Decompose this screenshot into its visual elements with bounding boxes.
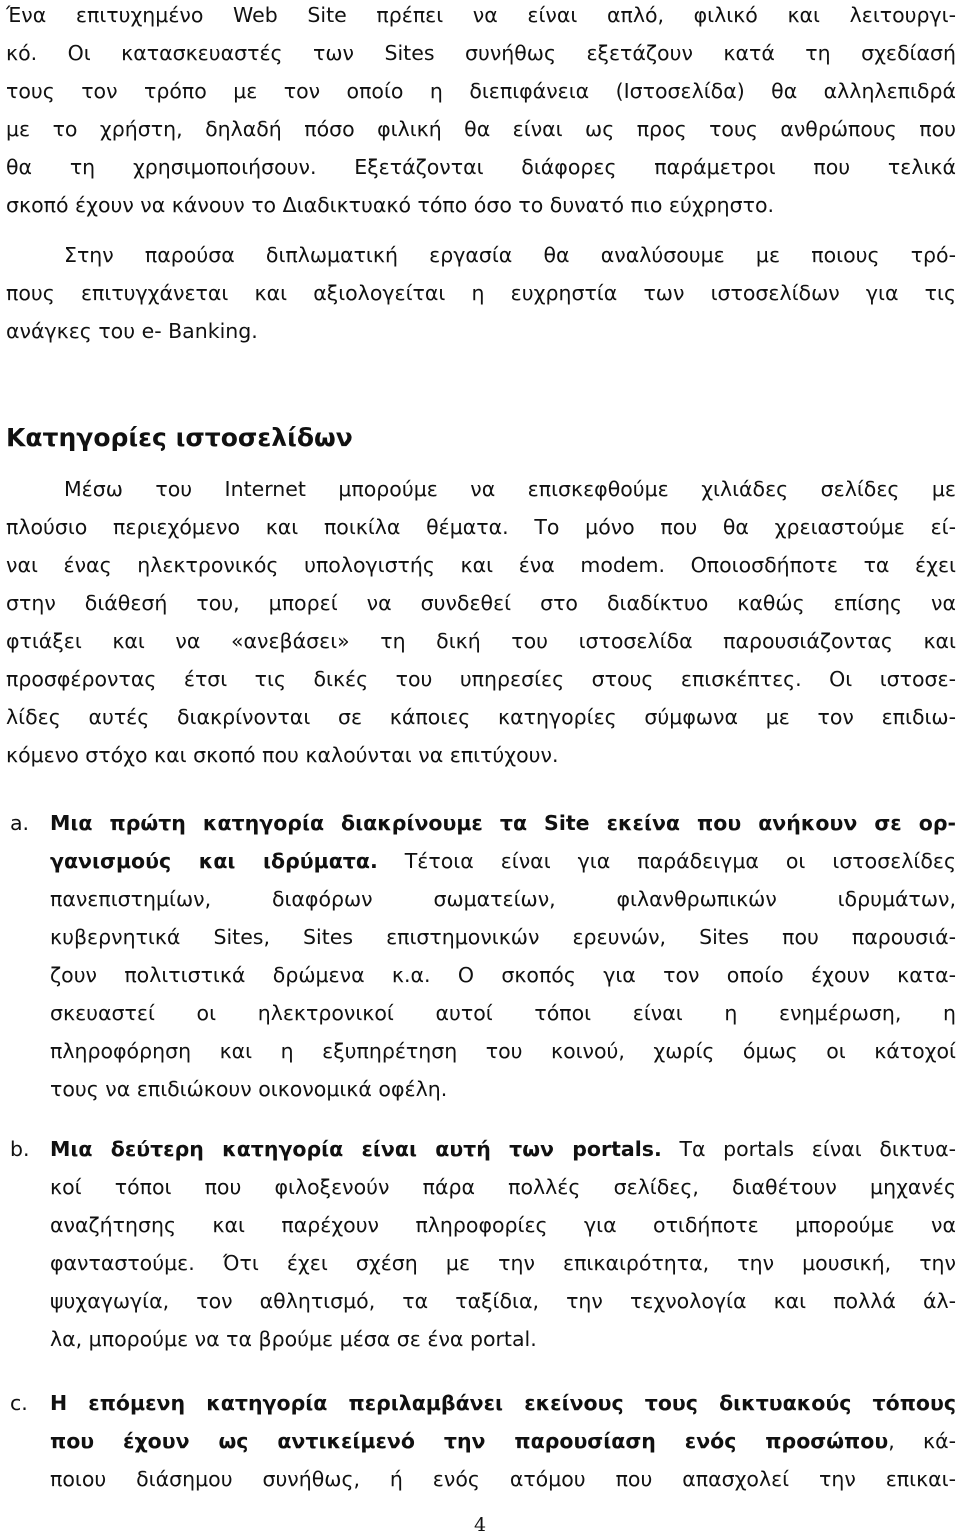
list-item-text: [50, 1130, 956, 1358]
text-line: θα τη χρησιμοποιήσουν. Εξετάζονται διάφορες παράμετροι που τελικά: [6, 155, 956, 179]
text-line: [50, 804, 956, 842]
text-line: σκοπό έχουν να κάνουν το Διαδικτυακό τόπο όσο το δυνατό πιο εύχρηστο.: [6, 193, 775, 217]
text-line: κυβερνητικά Sites, Sites επιστημονικών ερευνών, Sites που παρουσιά-: [50, 925, 956, 949]
text-line: ποιου διάσημου συνήθως, ή ενός ατόμου που απασχολεί την επικαι-: [50, 1467, 956, 1491]
text-line: αναζήτησης και παρέχουν πληροφορίες για οτιδήποτε μπορούμε να: [50, 1213, 956, 1237]
text-line: λα, μπορούμε να τα βρούμε μέσα σε ένα portal.: [50, 1327, 537, 1351]
text-line: κόμενο στόχο και σκοπό που καλούνται να επιτύχουν.: [6, 743, 559, 767]
text-run: Τέτοια είναι για παράδειγμα οι ιστοσελίδες: [377, 849, 956, 873]
text-line: τους να επιδιώκουν οικονομικά οφέλη.: [50, 1077, 448, 1101]
text-line: πανεπιστημίων, διαφόρων σωματείων, φιλανθρωπικών ιδρυμάτων,: [50, 887, 956, 911]
text-run: , κά-: [888, 1429, 956, 1453]
list-item-text: [50, 1384, 956, 1498]
text-line: στην διάθεσή του, μπορεί να συνδεθεί στο διαδίκτυο καθώς επίσης να: [6, 591, 956, 615]
section-paragraph: [6, 470, 956, 774]
bold-text: που έχουν ως αντικείμενό την παρουσίαση ενός προσώπου: [50, 1429, 889, 1453]
bold-text: Μια δεύτερη κατηγορία είναι αυτή των portals.: [50, 1137, 662, 1161]
list-item-b: [6, 1130, 956, 1358]
text-line: πλούσιο περιεχόμενο και ποικίλα θέματα. Το μόνο που θα χρειαστούμε εί-: [6, 515, 956, 539]
text-line: ζουν πολιτιστικά δρώμενα κ.α. Ο σκοπός για τον οποίο έχουν κατα-: [50, 963, 956, 987]
list-marker: b.: [10, 1137, 30, 1161]
list-item-c: [6, 1384, 956, 1498]
text-line: ανάγκες του e- Banking.: [6, 319, 258, 343]
text-line: σκευαστεί οι ηλεκτρονικοί αυτοί τόποι είναι η ενημέρωση, η: [50, 1001, 956, 1025]
text-line: με το χρήστη, δηλαδή πόσο φιλική θα είναι ως προς τους ανθρώπους που: [6, 117, 956, 141]
text-line: Ένα επιτυχημένο Web Site πρέπει να είναι απλό, φιλικό και λειτουργι-: [6, 3, 956, 27]
bold-text: γανισμούς και ιδρύματα.: [50, 849, 378, 873]
bold-text: Η επόμενη κατηγορία περιλαμβάνει εκείνους τους δικτυακούς τόπους: [50, 1391, 956, 1415]
intro-paragraph-2: [6, 236, 956, 350]
list-item-a: [6, 804, 956, 1108]
text-line: φτιάξει και να «ανεβάσει» τη δική του ιστοσελίδα παρουσιάζοντας και: [6, 629, 956, 653]
text-line: ψυχαγωγία, τον αθλητισμό, τα ταξίδια, την τεχνολογία και πολλά άλ-: [50, 1289, 956, 1313]
bold-text: Μια πρώτη κατηγορία διακρίνουμε τα Site εκείνα που ανήκουν σε ορ-: [50, 811, 956, 835]
section-heading: Κατηγορίες ιστοσελίδων: [6, 423, 353, 452]
intro-paragraph-1: [6, 0, 956, 224]
text-line: κοί τόποι που φιλοξενούν πάρα πολλές σελίδες, διαθέτουν μηχανές: [50, 1175, 956, 1199]
text-line: κό. Οι κατασκευαστές των Sites συνήθως εξετάζουν κατά τη σχεδίασή: [6, 41, 956, 65]
list-item-text: [50, 804, 956, 1108]
text-line: ναι ένας ηλεκτρονικός υπολογιστής και ένα modem. Οποιοσδήποτε τα έχει: [6, 553, 956, 577]
text-line: πληροφόρηση και η εξυπηρέτηση του κοινού, χωρίς όμως οι κάτοχοί: [50, 1039, 956, 1063]
text-line: Μέσω του Internet μπορούμε να επισκεφθούμε χιλιάδες σελίδες με: [64, 477, 956, 501]
text-line: πους επιτυγχάνεται και αξιολογείται η ευχρηστία των ιστοσελίδων για τις: [6, 281, 956, 305]
text-line: φανταστούμε. Ότι έχει σχέση με την επικαιρότητα, την μουσική, την: [50, 1251, 956, 1275]
text-line: [50, 1422, 956, 1460]
text-line: Στην παρούσα διπλωματική εργασία θα αναλύσουμε με ποιους τρό-: [64, 243, 956, 267]
text-line: [50, 842, 956, 880]
text-line: [50, 1384, 956, 1422]
list-marker: c.: [10, 1391, 28, 1415]
text-line: λίδες αυτές διακρίνονται σε κάποιες κατηγορίες σύμφωνα με τον επιδιω-: [6, 705, 956, 729]
page-number: 4: [473, 1514, 487, 1536]
text-line: τους τον τρόπο με τον οποίο η διεπιφάνεια (Ιστοσελίδα) θα αλληλεπιδρά: [6, 79, 956, 103]
text-line: [50, 1130, 956, 1168]
list-marker: a.: [10, 811, 30, 835]
text-run: Τα portals είναι δικτυα-: [661, 1137, 956, 1161]
text-line: προσφέροντας έτσι τις δικές του υπηρεσίες στους επισκέπτες. Οι ιστοσε-: [6, 667, 956, 691]
